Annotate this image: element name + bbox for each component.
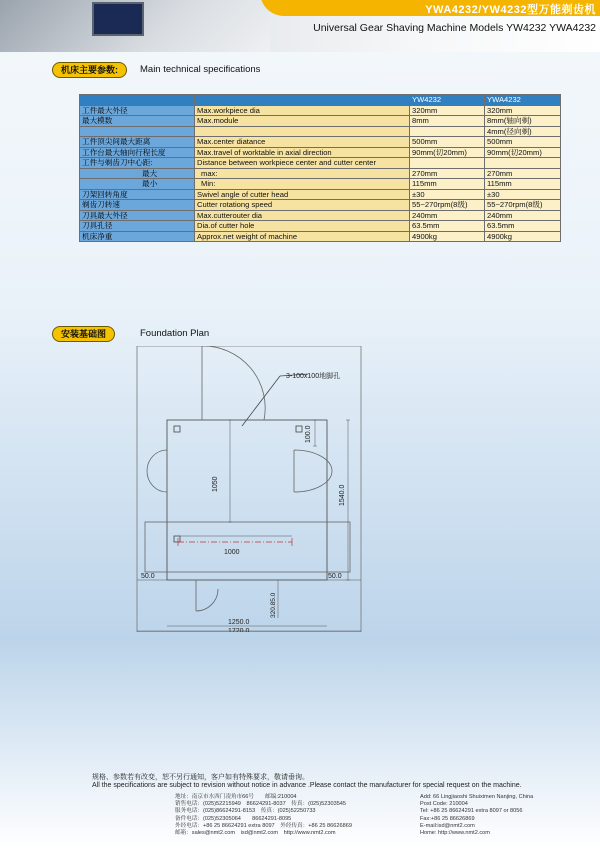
spec-param-en [195, 126, 410, 137]
spec-param-en: Approx.net weight of machine [195, 231, 410, 242]
footer-contact-line: Add: 66 Lingjiaoshi Shuiximen Nanjing, China [420, 794, 534, 800]
spec-param-en: Max.workpiece dia [195, 105, 410, 116]
spec-value-yw4232: 320mm [410, 105, 485, 116]
anchor-hole-1 [174, 426, 180, 432]
title-cn: YWA4232/YW4232型万能剃齿机 [425, 4, 596, 16]
spec-row [80, 116, 561, 127]
spec-row [80, 168, 561, 179]
spec-param-en: Max.center diatance [195, 137, 410, 148]
spec-value-yw4232: 90mm(切20mm) [410, 147, 485, 158]
dim-1250: 1250.0 [228, 619, 250, 626]
spec-row [80, 189, 561, 200]
footer-contact-line: Post Code: 210004 [420, 801, 468, 808]
spec-param-cn: 工件最大外径 [80, 105, 195, 116]
dim-100: 100.0 [305, 425, 312, 443]
footer-contact-line: Tel: +86 25 86624291 extra 8097 or 8056 [420, 808, 523, 815]
spec-value-ywa4232: 270mm [485, 168, 561, 179]
specs-caption: Main technical specifications [140, 64, 261, 75]
plan-caption: Foundation Plan [140, 328, 210, 339]
spec-value-yw4232: 63.5mm [410, 221, 485, 232]
spec-value-ywa4232: 500mm [485, 137, 561, 148]
footer-contact-cn [175, 794, 352, 837]
plan-tag: 安装基础图 [52, 326, 115, 342]
spec-param-cn: 工作台最大轴向行程长度 [80, 147, 195, 158]
left-door-arc [147, 450, 167, 492]
spec-value-yw4232: 115mm [410, 179, 485, 190]
footer-contact-line: 备件电话：(025)52305064 86624291-8095 [175, 815, 292, 822]
footer-note-cn: 规格、参数若有改变，恕不另行通知，客户如有特殊要求，敬请垂询。 [92, 774, 309, 781]
specs-tag: 机床主要参数: [52, 62, 127, 78]
footer-contact-line[interactable]: E-mail:isd@nmt2.com [420, 822, 475, 829]
spec-value-ywa4232: 8mm(轴向剃) [485, 116, 561, 127]
dim-50-right: 50.0 [328, 573, 342, 580]
spec-table [79, 94, 561, 242]
spec-row [80, 221, 561, 232]
spec-row [80, 137, 561, 148]
top-door-arc [202, 346, 265, 420]
spec-param-en: Max.cutterouter dia [195, 210, 410, 221]
spec-param-en: Cutter rotationg speed [195, 200, 410, 211]
pit-outline [145, 522, 350, 572]
spec-value-ywa4232: 63.5mm [485, 221, 561, 232]
footer-note-en: All the specifications are subject to revision without notice in advance .Please contact the manufacturer for special request on the machine. [92, 782, 522, 789]
spec-param-cn: 刀具最大外径 [80, 210, 195, 221]
spec-row [80, 200, 561, 211]
spec-param-cn: 剃齿刀转速 [80, 200, 195, 211]
spec-column-header: YWA4232 [485, 95, 561, 106]
spec-value-ywa4232: 320mm [485, 105, 561, 116]
spec-param-cn: 机床净重 [80, 231, 195, 242]
spec-header-row [80, 95, 561, 106]
bottom-door-arc [196, 580, 218, 611]
spec-param-cn [80, 126, 195, 137]
title-en: Universal Gear Shaving Machine Models YW4232 YWA4232 [313, 22, 596, 34]
spec-column-header [195, 95, 410, 106]
machine-control-screen [92, 2, 144, 36]
footer-contact-line: 服务电话：(025)86624291-8153 传真：(025)52250733 [175, 808, 316, 815]
spec-row [80, 210, 561, 221]
spec-param-cn: 最大模数 [80, 116, 195, 127]
dim-1540: 1540.0 [339, 484, 346, 506]
footer-contact-line: 外经电话：+86 25 86624291 extra 8097 外经传真：+86 25 86626869 [175, 822, 352, 829]
footer-contact-line: Fax:+86 25 86626869 [420, 815, 475, 822]
anchor-hole-note: 3-100x100地脚孔 [286, 373, 341, 380]
spec-row [80, 105, 561, 116]
spec-param-cn: 刀具孔径 [80, 221, 195, 232]
spec-row [80, 126, 561, 137]
spec-param-cn: 最小 [80, 179, 195, 190]
spec-column-header: YW4232 [410, 95, 485, 106]
foundation-plan-drawing [130, 346, 368, 632]
spec-param-cn: 工件顶尖间最大距离 [80, 137, 195, 148]
spec-param-en: Min: [195, 179, 410, 190]
dim-1050: 1050 [212, 476, 219, 492]
spec-value-ywa4232: 4mm(径向剃) [485, 126, 561, 137]
anchor-hole-3 [174, 536, 180, 542]
footer-contact-line: 销售电话：(025)52215949 86624291-8037 传真：(025)52303545 [175, 801, 347, 808]
spec-value-ywa4232: 55~270rpm(8级) [485, 200, 561, 211]
spec-param-en: Distance between workpiece center and cutter center [195, 158, 410, 169]
spec-value-yw4232: 8mm [410, 116, 485, 127]
spec-row [80, 158, 561, 169]
spec-row [80, 147, 561, 158]
spec-param-en: Dia.of cutter hole [195, 221, 410, 232]
spec-value-ywa4232: ±30 [485, 189, 561, 200]
dim-1720: 1720.0 [228, 628, 250, 632]
spec-param-en: Swivel angle of cutter head [195, 189, 410, 200]
spec-param-cn: 工件与剃齿刀中心距: [80, 158, 195, 169]
spec-value-yw4232 [410, 126, 485, 137]
footer-contact-en [420, 794, 533, 837]
spec-param-en: Max.travel of worktable in axial direction [195, 147, 410, 158]
spec-value-ywa4232: 4900kg [485, 231, 561, 242]
footer-contact-line[interactable]: 邮箱：sales@nmt2.com isd@nmt2.com http://www.nmt2.com [175, 830, 336, 837]
spec-value-yw4232: 4900kg [410, 231, 485, 242]
spec-param-cn: 最大 [80, 168, 195, 179]
footer-contact-line[interactable]: Home: http://www.nmt2.com [420, 830, 490, 837]
right-door-arc [294, 450, 332, 492]
spec-value-yw4232: 270mm [410, 168, 485, 179]
spec-value-yw4232: ±30 [410, 189, 485, 200]
spec-value-ywa4232: 115mm [485, 179, 561, 190]
spec-param-en: max: [195, 168, 410, 179]
spec-row [80, 231, 561, 242]
spec-value-yw4232: 240mm [410, 210, 485, 221]
anchor-hole-2 [296, 426, 302, 432]
page-header [0, 0, 600, 52]
spec-value-yw4232 [410, 158, 485, 169]
spec-value-yw4232: 500mm [410, 137, 485, 148]
spec-param-en: Max.module [195, 116, 410, 127]
dim-50-left: 50.0 [141, 573, 155, 580]
machine-outline [167, 420, 327, 580]
spec-value-ywa4232: 240mm [485, 210, 561, 221]
spec-row [80, 179, 561, 190]
spec-param-cn: 刀架回转角度 [80, 189, 195, 200]
footer-contact-line: 地址：南京市水西门凌角市66号 邮编:210004 [175, 794, 297, 800]
spec-value-ywa4232: 90mm(切20mm) [485, 147, 561, 158]
dim-1000: 1000 [224, 549, 240, 556]
spec-value-yw4232: 55~270rpm(8级) [410, 200, 485, 211]
dim-320: 320.85.0 [270, 592, 277, 618]
spec-value-ywa4232 [485, 158, 561, 169]
spec-column-header [80, 95, 195, 106]
